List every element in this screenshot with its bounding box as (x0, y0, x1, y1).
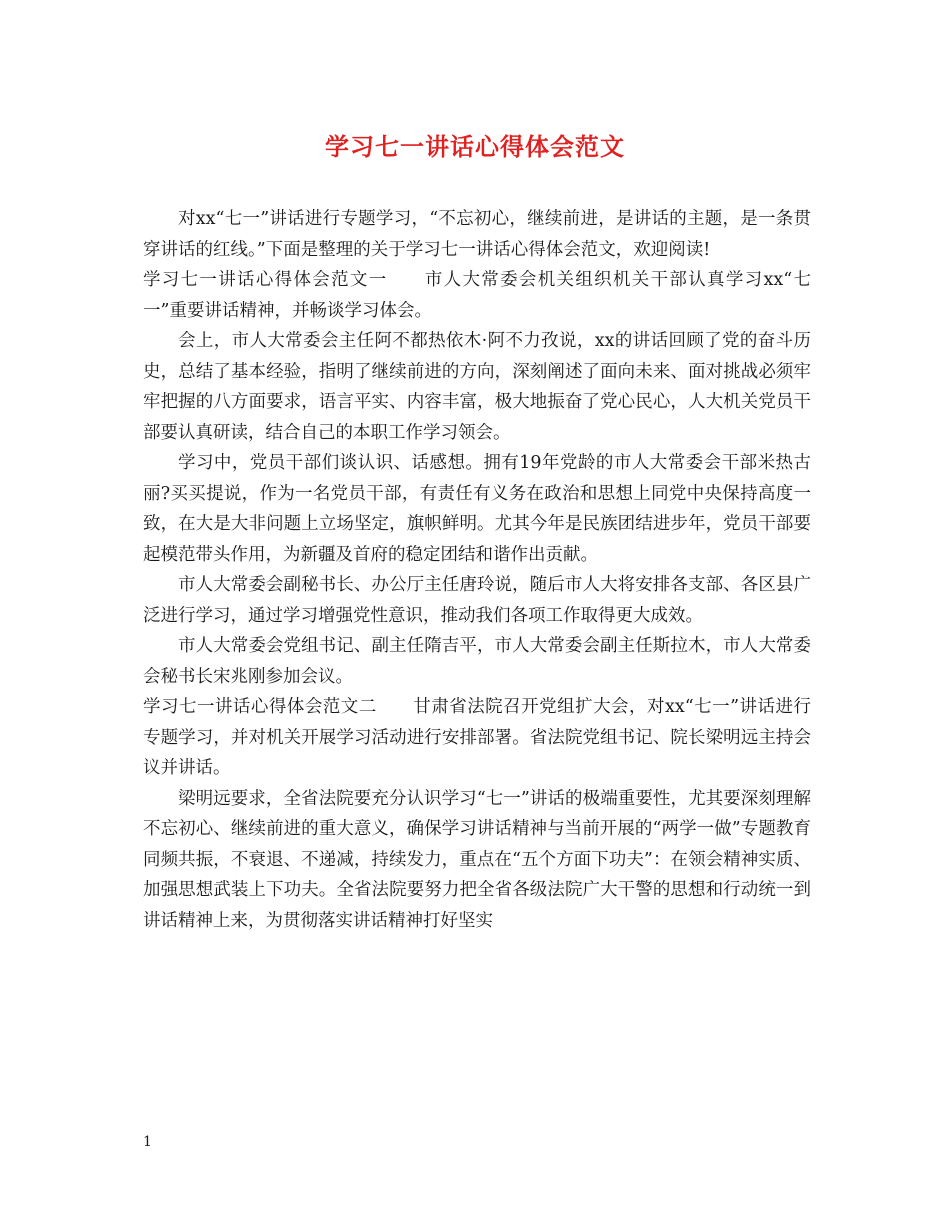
section-heading-two: 学习七一讲话心得体会范文二 (143, 697, 377, 717)
paragraph-tangling: 市人大常委会副秘书长、办公厅主任唐玲说，随后市人大将安排各支部、各区县广泛进行学习，通过学习增强党性意识，推动我们各项工作取得更大成效。 (143, 575, 811, 626)
paragraph-requirements: 梁明远要求，全省法院要充分认识学习“七一”讲话的极端重要性，尤其要深刻理解不忘初心、继续前进的重大意义，确保学习讲话精神与当前开展的“两学一做”专题教育同频共振，不衰退、不递减，持续发力，重点在“五个方面下功夫”：在领会精神实质、加强思想武装上下功夫。全省法院要努力把全省各级法院广大干警的思想和行动统一到讲话精神上来，为贯彻落实讲话精神打好坚实 (143, 788, 811, 931)
document-title: 学习七一讲话心得体会范文 (325, 132, 625, 161)
section-two-text: 甘肃省法院召开党组扩大会，对xx“七一”讲话进行专题学习，并对机关开展学习活动进行安排部署。省法院党组书记、院长梁明远主持会议并讲话。 (143, 697, 811, 778)
paragraph-section-two (143, 692, 811, 784)
paragraph-section-one (143, 265, 811, 326)
paragraph-learning: 学习中，党员干部们谈认识、话感想。拥有19年党龄的市人大常委会干部米热古丽?买买提说，作为一名党员干部，有责任有义务在政治和思想上同党中央保持高度一致，在大是大非问题上立场坚定，旗帜鲜明。尤其今年是民族团结进步年，党员干部要起模范带头作用，为新疆及首府的稳定团结和谐作出贡献。 (143, 453, 811, 565)
paragraph-attendees: 市人大常委会党组书记、副主任隋吉平，市人大常委会副主任斯拉木，市人大常委会秘书长宋兆刚参加会议。 (143, 636, 811, 687)
paragraph-meeting: 会上，市人大常委会主任阿不都热依木·阿不力孜说，xx的讲话回顾了党的奋斗历史，总结了基本经验，指明了继续前进的方向，深刻阐述了面向未来、面对挑战必须牢牢把握的八方面要求，语言平实、内容丰富，极大地振奋了党心民心，人大机关党员干部要认真研读，结合自己的本职工作学习领会。 (143, 331, 811, 443)
document-body (143, 204, 811, 936)
section-one-text: 市人大常委会机关组织机关干部认真学习xx“七一”重要讲话精神，并畅谈学习体会。 (143, 270, 811, 321)
paragraph-intro: 对xx“七一”讲话进行专题学习，“不忘初心，继续前进，是讲话的主题，是一条贯穿讲话的红线。”下面是整理的关于学习七一讲话心得体会范文，欢迎阅读! (143, 209, 811, 260)
page-number: 1 (143, 1134, 152, 1150)
section-heading-one: 学习七一讲话心得体会范文一 (143, 270, 388, 290)
